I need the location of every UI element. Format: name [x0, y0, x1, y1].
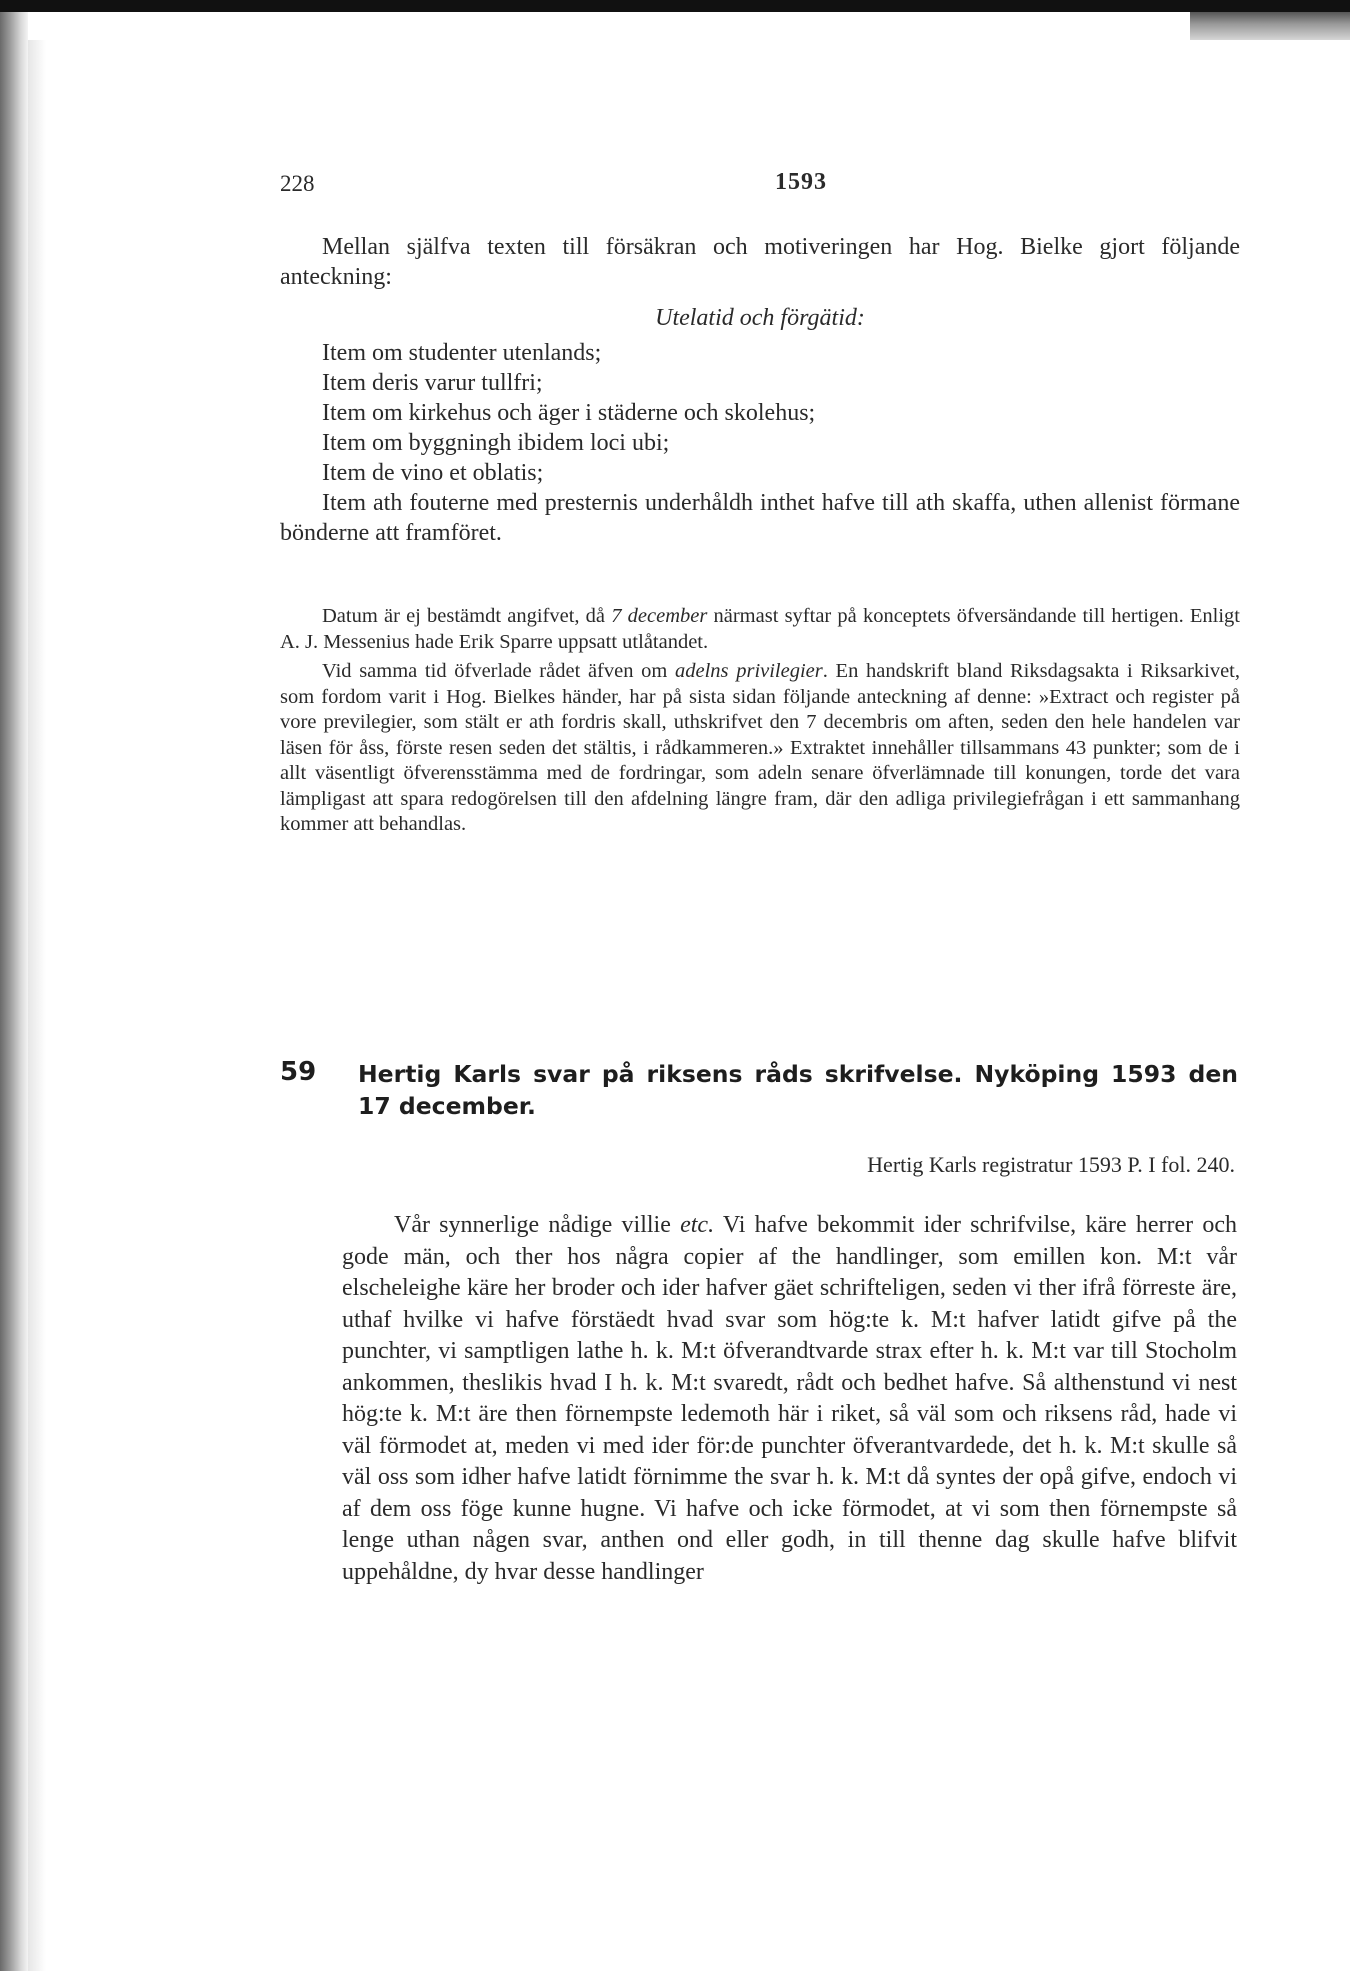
- body-italic: etc.: [680, 1212, 715, 1238]
- page-number: 228: [280, 171, 315, 196]
- intro-text: Mellan själfva texten till försäkran och motiveringen har Hog. Bielke gjort följande anteckning:: [280, 234, 1240, 290]
- note-italic: 7 december: [611, 605, 708, 627]
- note-paragraph: Datum är ej bestämdt angifvet, då 7 december närmast syftar på konceptets öfversändande till hertigen. Enligt A. J. Messenius hade Erik Sparre uppsatt utlåtandet.: [280, 605, 1241, 653]
- list-item: Item ath fouterne med presternis underhåldh inthet hafve till ath skaffa, uthen allenist förmane bönderne att framföret.: [280, 490, 1240, 546]
- note-italic: adelns privilegier: [675, 660, 823, 682]
- document-number: 59: [280, 1057, 317, 1087]
- running-head-year: 1593: [775, 169, 827, 195]
- list-item: Item om kirkehus och äger i städerne och skolehus;: [322, 400, 816, 426]
- scan-border-left-inner: [28, 40, 46, 1971]
- list-item: Item om studenter utenlands;: [322, 340, 602, 366]
- editorial-notes: [280, 604, 1240, 842]
- list-item: Item om byggningh ibidem loci ubi;: [322, 430, 670, 456]
- scan-border-corner: [1190, 12, 1350, 42]
- omitted-items-list: [280, 338, 1240, 548]
- intro-paragraph: [280, 232, 1240, 292]
- list-title: Utelatid och förgätid:: [655, 305, 865, 331]
- scan-border-left: [0, 12, 28, 1971]
- document-source: Hertig Karls registratur 1593 P. I fol. 240.: [867, 1152, 1235, 1177]
- body-paragraph: Vår synnerlige nådige villie etc. Vi hafve bekommit ider schrifvilse, käre herrer och gode män, och ther hos några copier af the handlinger, som emillen kon. M:t vår elscheleighe käre her broder och ider hafver gäet schrifteligen, seden vi ther ifrå förreste äre, uthaf hvilke vi hafve förstäedt hvad svar som hög:te k. M:t hafver latidt gifve på the punchter, vi samptligen lathe h. k. M:t öfverandtvarde strax efter h. k. M:t var till Stocholm ankommen, theslikis hvad I h. k. M:t svaredt, rådt och bedhet hafve. Så althenstund vi nest hög:te k. M:t äre then förnempste ledemoth här i riket, så väl som och riksens råd, hade vi väl förmodet at, meden vi med ider för:de punchter öfverantvardede, det h. k. M:t skulle så väl oss som idher hafve latidt förnimme the svar h. k. M:t då syntes der opå gifve, endoch vi af dem oss föge kunne hugne. Vi hafve och icke förmodet, at vi som then förnempste så lenge uthan någen svar, anthen ond eller godh, in till thenne dag skulle hafve blifvit uppehåldne, dy hvar desse handlinger: [342, 1212, 1238, 1585]
- scan-border-top: [0, 0, 1350, 12]
- page-header: [280, 165, 1235, 205]
- note-paragraph: Vid samma tid öfverlade rådet äfven om adelns privilegier. En handskrift bland Riksdagsakta i Riksarkivet, som fordom varit i Hog. Bielkes händer, har på sista sidan följande anteckning af denne: »Extract och register på vore previlegier, som stält er ath fordris skall, uthskrifvet den 7 decembris om aften, seden den hele handelen var läsen för åss, förste resen seden det stältis, i rådkammeren.» Extraktet innehåller tillsammans 43 punkter; som de i allt väsentligt öfverensstämma med de fordringar, som adeln senare öfverlämnade till konungen, torde det vara lämpligast att spara redogörelsen till den afdelning längre fram, där den adliga privilegiefrågan i ett sammanhang kommer att behandlas.: [280, 660, 1240, 835]
- document-body: [342, 1210, 1237, 1588]
- list-item: Item deris varur tullfri;: [322, 370, 543, 396]
- document-title: Hertig Karls svar på riksens råds skrifvelse. Nyköping 1593 den 17 december.: [358, 1060, 1238, 1120]
- list-item: Item de vino et oblatis;: [322, 460, 544, 486]
